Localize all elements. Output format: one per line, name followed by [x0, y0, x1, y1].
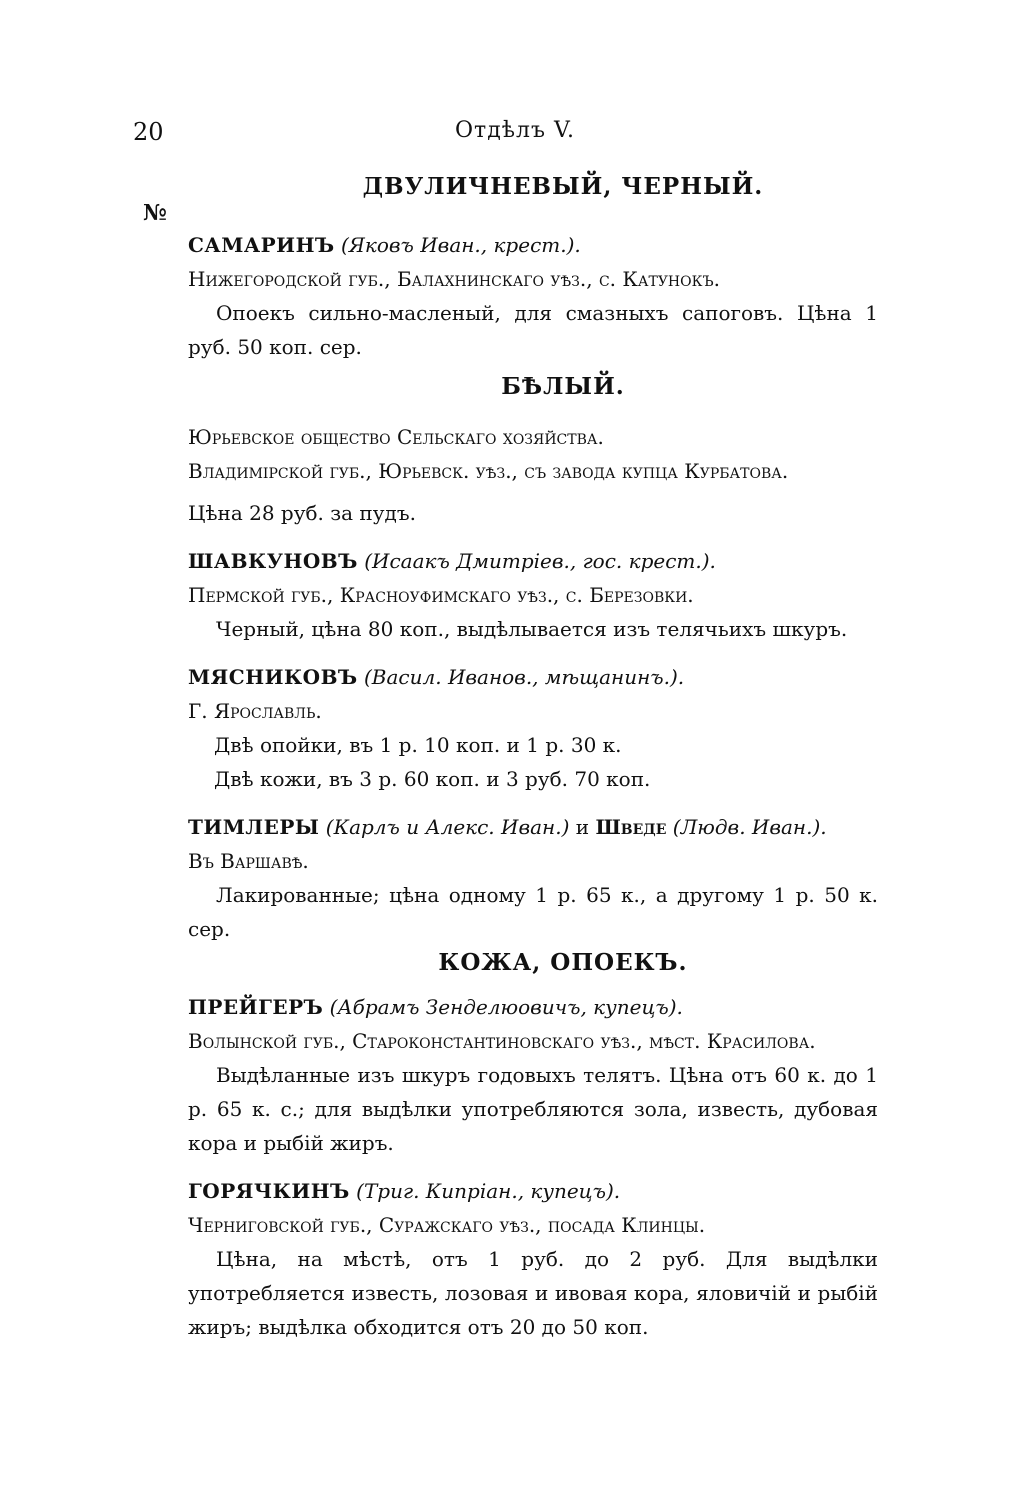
entry-description-line: Двѣ опойки, въ 1 р. 10 коп. и 1 р. 30 к. — [214, 733, 622, 757]
entry-place: Г. Ярославль. — [188, 699, 322, 723]
page-header — [133, 118, 893, 148]
entry-name-line — [188, 660, 878, 694]
entry-name-line — [188, 810, 878, 844]
entry-description-line: Двѣ кожи, въ 3 р. 60 коп. и 3 руб. 70 коп. — [214, 767, 651, 791]
entry-timlery — [188, 810, 878, 946]
entry-description: Лакированные; цѣна одному 1 р. 65 к., а другому 1 р. 50 к. сер. — [188, 883, 878, 941]
entry-surname-second: Шведе — [595, 815, 667, 839]
entry-surname: ТИМЛЕРЫ — [188, 815, 320, 839]
section-title-bely: БѢЛЫЙ. — [501, 373, 625, 400]
entry-surname: ПРЕЙГЕРЪ — [188, 995, 324, 1019]
entry-samarin — [188, 228, 878, 364]
entry-details: (Яковъ Иван., крест.). — [340, 233, 581, 257]
entry-conjunction: и — [575, 815, 590, 839]
entry-description: Выдѣланные изъ шкуръ годовыхъ телятъ. Цѣна отъ 60 к. до 1 р. 65 к. с.; для выдѣлки употребляются зола, известь, дубовая кора и рыбій жиръ. — [188, 1063, 878, 1155]
entry-name-line — [188, 990, 878, 1024]
entry-myasnikov — [188, 660, 878, 796]
entry-name-line — [188, 1174, 878, 1208]
entry-place: Владимірской губ., Юрьевск. уѣз., съ завода купца Курбатова. — [188, 459, 789, 483]
entry-description: Цѣна 28 руб. за пудъ. — [188, 501, 416, 525]
section-title-kozha-opoek: КОЖА, ОПОЕКЪ. — [438, 949, 688, 976]
entry-place: Пермской губ., Красноуфимскаго уѣз., с. Березовки. — [188, 583, 694, 607]
entry-details: (Васил. Иванов., мѣщанинъ.). — [364, 665, 685, 689]
entry-shavkunov — [188, 544, 878, 646]
entry-surname: САМАРИНЪ — [188, 233, 335, 257]
entry-details: (Исаакъ Дмитріев., гос. крест.). — [364, 549, 716, 573]
entry-name-line: Юрьевское общество Сельскаго хозяйства. — [188, 425, 604, 449]
entry-goryachkin — [188, 1174, 878, 1344]
entry-name-line — [188, 228, 878, 262]
section-title-dvulichnevy: ДВУЛИЧНЕВЫЙ, ЧЕРНЫЙ. — [362, 173, 764, 200]
entry-place: Черниговской губ., Суражскаго уѣз., посада Клинцы. — [188, 1213, 706, 1237]
entry-place: Нижегородской губ., Балахнинскаго уѣз., с. Катунокъ. — [188, 267, 720, 291]
entry-description: Опоекъ сильно-масленый, для смазныхъ сапоговъ. Цѣна 1 руб. 50 коп. сер. — [188, 301, 878, 359]
running-head: Отдѣлъ V. — [455, 118, 576, 143]
page-number: 20 — [133, 118, 164, 146]
entry-place: Волынской губ., Староконстантиновскаго уѣз., мѣст. Красилова. — [188, 1029, 816, 1053]
entry-surname: ГОРЯЧКИНЪ — [188, 1179, 350, 1203]
entry-description: Цѣна, на мѣстѣ, отъ 1 руб. до 2 руб. Для выдѣлки употребляется известь, лозовая и ивовая кора, яловичій и рыбій жиръ; выдѣлка обходится отъ 20 до 50 коп. — [188, 1247, 878, 1339]
entry-surname: МЯСНИКОВЪ — [188, 665, 358, 689]
entry-surname: ШАВКУНОВЪ — [188, 549, 358, 573]
entry-preiger — [188, 990, 878, 1160]
entry-description: Черный, цѣна 80 коп., выдѣлывается изъ телячьихъ шкуръ. — [216, 617, 848, 641]
page-content — [188, 170, 878, 1344]
entry-place: Въ Варшавѣ. — [188, 849, 309, 873]
entry-yuryev-society — [188, 420, 878, 530]
entry-details: (Карлъ и Алекс. Иван.) — [325, 815, 570, 839]
number-sign: № — [143, 200, 167, 226]
entry-name-line — [188, 544, 878, 578]
entry-details-second: (Людв. Иван.). — [672, 815, 827, 839]
entry-details: (Триг. Кипріан., купецъ). — [356, 1179, 621, 1203]
entry-details: (Абрамъ Зенделюовичъ, купецъ). — [329, 995, 683, 1019]
